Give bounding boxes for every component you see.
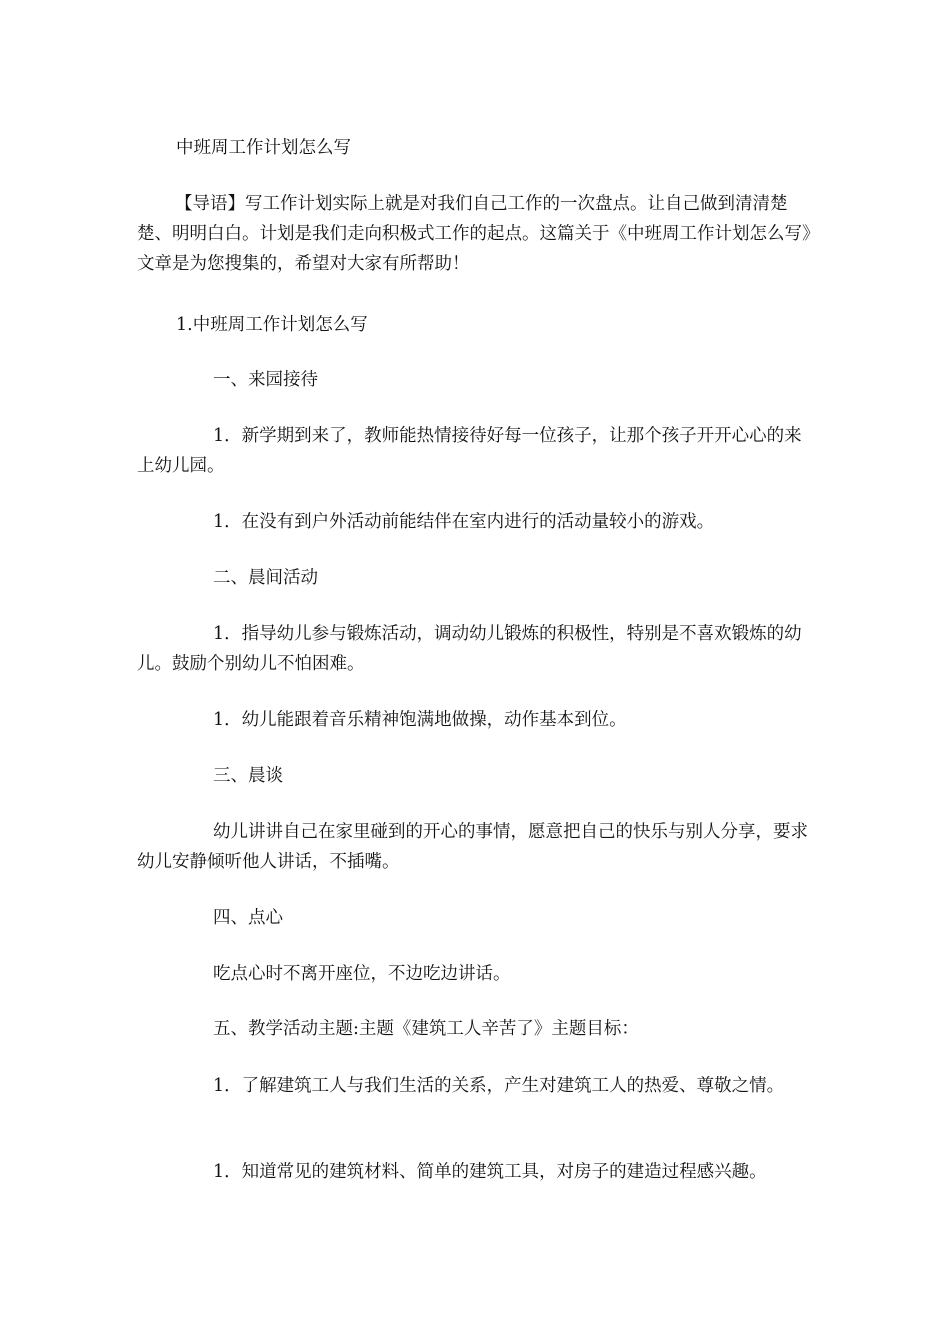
section-heading: 1.中班周工作计划怎么写 bbox=[176, 315, 368, 335]
subheading-morning-talk: 三、晨谈 bbox=[213, 766, 283, 786]
paragraph: 1．了解建筑工人与我们生活的关系，产生对建筑工人的热爱、尊敬之情。 bbox=[213, 1076, 785, 1096]
subheading-reception: 一、来园接待 bbox=[213, 370, 318, 390]
subheading-snack: 四、点心 bbox=[213, 908, 283, 928]
paragraph: 吃点心时不离开座位，不边吃边讲话。 bbox=[213, 964, 511, 984]
paragraph: 1．知道常见的建筑材料、简单的建筑工具，对房子的建造过程感兴趣。 bbox=[213, 1162, 767, 1182]
paragraph: 1．在没有到户外活动前能结伴在室内进行的活动量较小的游戏。 bbox=[213, 512, 715, 532]
paragraph: 1．新学期到来了，教师能热情接待好每一位孩子，让那个孩子开开心心的来上幼儿园。 bbox=[137, 426, 802, 476]
subheading-morning-activity: 二、晨间活动 bbox=[213, 568, 318, 588]
page-title: 中班周工作计划怎么写 bbox=[176, 138, 351, 158]
paragraph: 1．幼儿能跟着音乐精神饱满地做操，动作基本到位。 bbox=[213, 710, 627, 730]
subheading-teaching-theme: 五、教学活动主题:主题《建筑工人辛苦了》主题目标： bbox=[213, 1019, 639, 1039]
paragraph: 幼儿讲讲自己在家里碰到的开心的事情，愿意把自己的快乐与别人分享，要求幼儿安静倾听他人讲话，不插嘴。 bbox=[137, 822, 808, 872]
paragraph: 1．指导幼儿参与锻炼活动，调动幼儿锻炼的积极性，特别是不喜欢锻炼的幼儿。鼓励个别幼儿不怕困难。 bbox=[137, 624, 802, 674]
intro-paragraph: 【导语】写工作计划实际上就是对我们自己工作的一次盘点。让自己做到清清楚楚、明明白白。计划是我们走向积极式工作的起点。这篇关于《中班周工作计划怎么写》文章是为您搜集的，希望对大家有所帮助！ bbox=[137, 194, 811, 274]
